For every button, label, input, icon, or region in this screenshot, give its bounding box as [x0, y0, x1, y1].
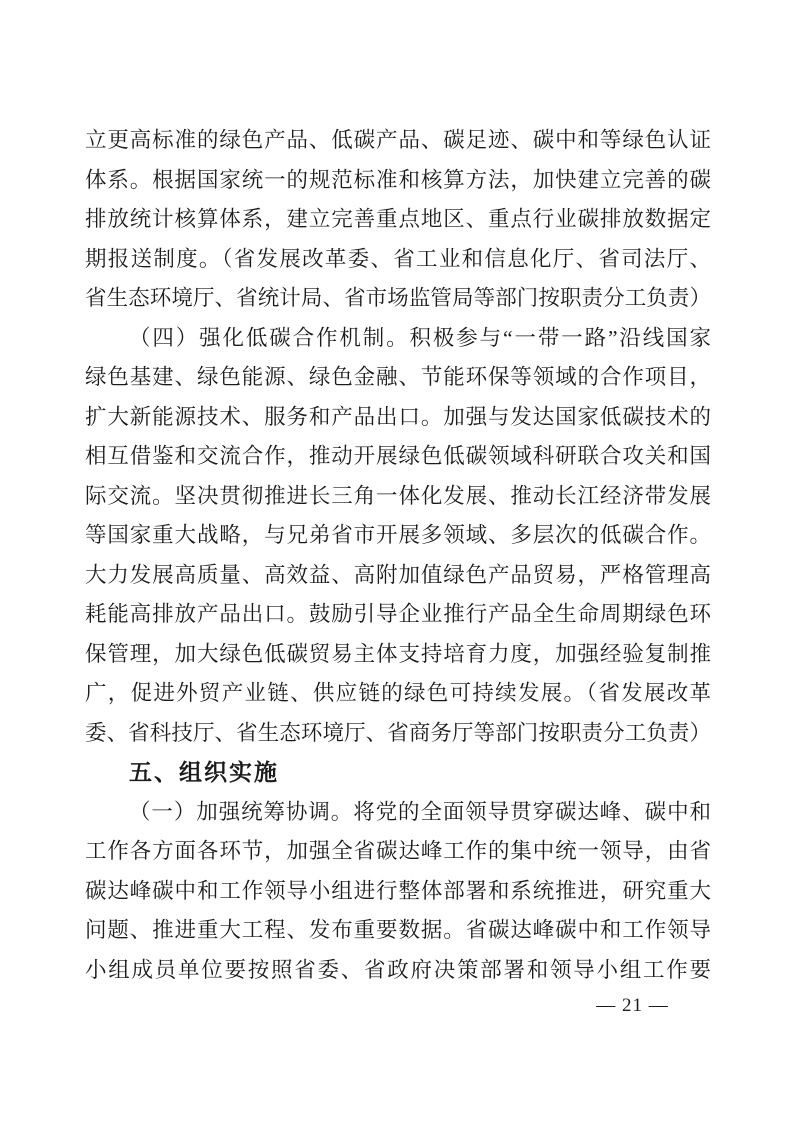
body-line-paragraph-start: （一）加强统筹协调。将党的全面领导贯穿碳达峰、碳中和	[129, 799, 711, 824]
body-line: 耗能高排放产品出口。鼓励引导企业推行产品全生命周期绿色环	[85, 602, 711, 626]
body-line: 保管理，加大绿色低碳贸易主体支持培育力度，加强经验复制推	[85, 641, 711, 666]
body-line: 工作各方面各环节，加强全省碳达峰工作的集中统一领导，由省	[85, 839, 711, 863]
section-heading: 五、组织实施	[129, 759, 279, 785]
body-line: 省生态环境厅、省统计局、省市场监管局等部门按职责分工负责）	[85, 286, 711, 310]
body-line: 期报送制度。（省发展改革委、省工业和信息化厅、省司法厅、	[85, 246, 711, 271]
body-line: 广，促进外贸产业链、供应链的绿色可持续发展。（省发展改革	[85, 681, 711, 705]
body-line: 问题、推进重大工程、发布重要数据。省碳达峰碳中和工作领导	[85, 918, 711, 942]
page-number: — 21 —	[596, 995, 669, 1016]
document-body	[85, 121, 711, 990]
body-line-paragraph-start: （四）强化低碳合作机制。积极参与“一带一路”沿线国家	[129, 325, 711, 350]
body-line: 小组成员单位要按照省委、省政府决策部署和领导小组工作要	[85, 957, 711, 982]
body-line: 等国家重大战略，与兄弟省市开展多领域、多层次的低碳合作。	[85, 523, 711, 547]
body-line: 大力发展高质量、高效益、高附加值绿色产品贸易，严格管理高	[85, 562, 711, 587]
body-line: 扩大新能源技术、服务和产品出口。加强与发达国家低碳技术的	[85, 404, 711, 429]
body-line: 排放统计核算体系，建立完善重点地区、重点行业碳排放数据定	[85, 207, 711, 231]
body-line: 际交流。坚决贯彻推进长三角一体化发展、推动长江经济带发展	[85, 483, 711, 508]
body-line: 绿色基建、绿色能源、绿色金融、节能环保等领域的合作项目，	[85, 365, 711, 389]
body-line: 体系。根据国家统一的规范标准和核算方法，加快建立完善的碳	[85, 167, 711, 192]
body-line: 相互借鉴和交流合作，推动开展绿色低碳领域科研联合攻关和国	[85, 444, 711, 468]
body-line: 立更高标准的绿色产品、低碳产品、碳足迹、碳中和等绿色认证	[85, 128, 711, 152]
body-line: 碳达峰碳中和工作领导小组进行整体部署和系统推进，研究重大	[85, 878, 711, 903]
body-line: 委、省科技厅、省生态环境厅、省商务厅等部门按职责分工负责）	[85, 720, 711, 745]
